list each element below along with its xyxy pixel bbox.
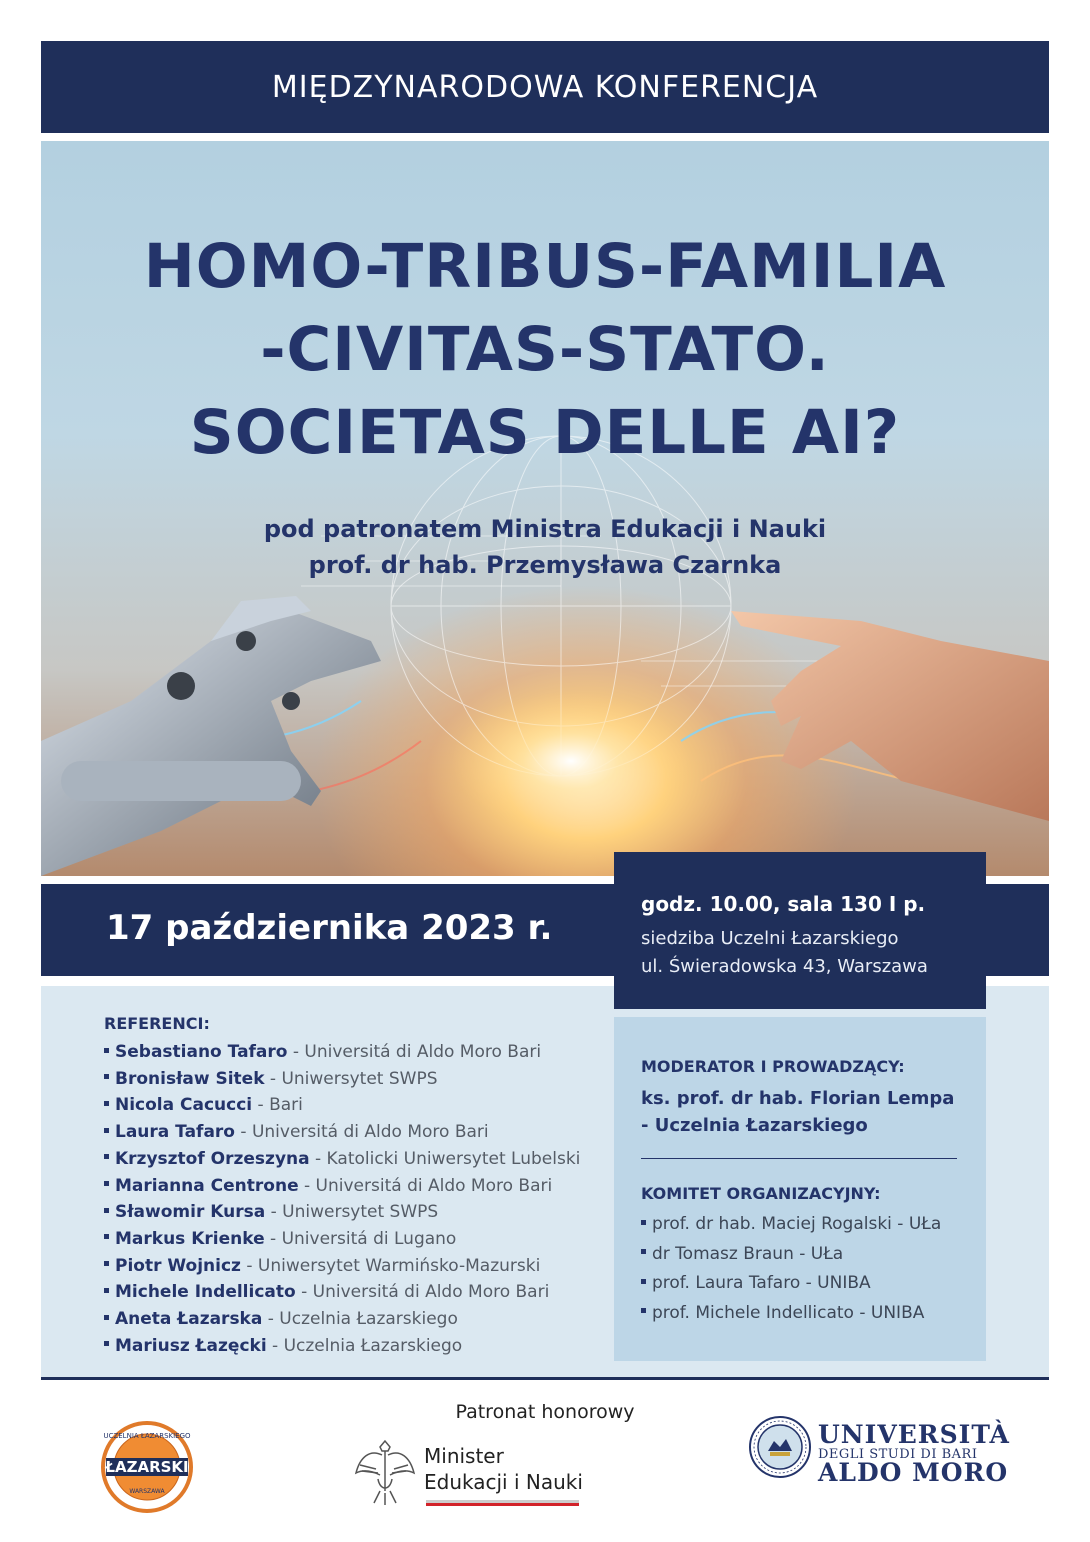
lazarski-ring-text: UCZELNIA ŁAZARSKIEGO [103,1432,191,1440]
university-seal-icon [748,1415,812,1479]
speaker-affiliation: - Uniwersytet SWPS [265,1202,439,1223]
speaker-affiliation: - Uczelnia Łazarskiego [266,1335,463,1356]
eagle-emblem-icon [352,1435,418,1507]
list-item [104,1333,580,1360]
list-item [641,1269,941,1299]
list-item [104,1253,580,1280]
bullet-icon [104,1261,109,1266]
minister-flag-stripe [426,1500,579,1506]
speaker-name: Marianna Centrone [115,1175,299,1196]
committee-heading: KOMITET ORGANIZACYJNY: [641,1184,881,1203]
event-time: godz. 10.00, sala 130 I p. [641,892,926,916]
speaker-name: Aneta Łazarska [115,1309,263,1330]
list-item [104,1279,580,1306]
speaker-affiliation: - Universitá di Aldo Moro Bari [287,1042,542,1062]
bullet-icon [641,1308,646,1313]
robot-hand [41,596,381,876]
bottom-divider [41,1377,1049,1380]
speaker-name: Laura Tafaro [115,1122,235,1143]
speaker-affiliation: - Uniwersytet SWPS [264,1068,438,1089]
human-hand [731,611,1049,821]
list-item [104,1146,580,1173]
moderator-line-2: - Uczelnia Łazarskiego [641,1115,868,1136]
list-item [104,1306,580,1333]
patronage-line-1: pod patronatem Ministra Edukacji i Nauki [263,515,827,543]
list-item [104,1119,580,1146]
speaker-name: Mariusz Łazęcki [115,1335,267,1356]
honorary-patronage-label: Patronat honorowy [455,1401,635,1423]
minister-line-2: Edukacji i Nauki [424,1470,583,1494]
speakers-heading: REFERENCI: [104,1014,210,1033]
speakers-list [104,1039,580,1359]
bullet-icon [104,1048,109,1053]
venue-line-1: siedziba Uczelni Łazarskiego [641,928,899,949]
list-item [641,1240,941,1270]
lazarski-logo [100,1420,194,1514]
patronage-line-2: prof. dr hab. Przemysława Czarnka [308,551,782,579]
bullet-icon [641,1279,646,1284]
speaker-affiliation: - Bari [252,1095,303,1116]
sun-glow [451,691,691,831]
list-item [104,1039,580,1066]
moderator-line-1: ks. prof. dr hab. Florian Lempa [641,1088,955,1109]
speaker-affiliation: - Uczelnia Łazarskiego [262,1309,458,1330]
speaker-affiliation: - Universitá di Aldo Moro Bari [235,1122,489,1143]
bullet-icon [104,1181,109,1186]
venue-line-2: ul. Świeradowska 43, Warszawa [641,956,928,977]
committee-member: prof. Laura Tafaro - UNIBA [652,1273,871,1293]
bullet-icon [104,1315,109,1320]
list-item [104,1199,580,1226]
speaker-name: Michele Indellicato [115,1282,296,1303]
list-item [104,1092,580,1119]
title-line-1: HOMO-TRIBUS-FAMILIA [143,231,947,302]
committee-list [641,1210,941,1328]
university-line-2: DEGLI STUDI DI BARI [818,1447,978,1462]
speaker-name: Krzysztof Orzeszyna [115,1148,310,1169]
list-item [104,1173,580,1200]
committee-member: dr Tomasz Braun - UŁa [652,1243,844,1264]
minister-text [424,1443,583,1495]
list-item [104,1066,580,1093]
speaker-affiliation: - Katolicki Uniwersytet Lubelski [309,1148,581,1169]
conference-type-bar [41,41,1049,133]
lazarski-city-text: WARSZAWA [129,1488,165,1495]
organizers-box [614,1017,986,1361]
moderator-name [641,1085,954,1139]
bullet-icon [104,1234,109,1239]
patronage-text [41,511,1049,583]
bullet-icon [641,1249,646,1254]
university-line-1: UNIVERSITÀ [818,1420,1010,1449]
list-item [641,1299,941,1329]
title-line-3: SOCIETAS DELLE AI? [189,397,901,468]
moderator-heading: MODERATOR I PROWADZĄCY: [641,1057,905,1076]
organizers-divider [641,1158,957,1159]
committee-member: prof. Michele Indellicato - UNIBA [652,1302,925,1323]
list-item [641,1210,941,1240]
speaker-name: Sławomir Kursa [115,1202,266,1223]
minister-line-1: Minister [424,1444,504,1468]
speaker-affiliation: - Universitá di Aldo Moro Bari [298,1175,553,1196]
bullet-icon [641,1220,646,1225]
speaker-name: Markus Krienke [115,1228,265,1249]
conference-title [41,225,1049,474]
conference-type-label: MIĘDZYNARODOWA KONFERENCJA [271,69,819,105]
title-line-2: -CIVITAS-STATO. [260,314,830,385]
event-date: 17 października 2023 r. [106,908,553,948]
committee-member: prof. dr hab. Maciej Rogalski - UŁa [652,1214,942,1234]
university-name [818,1420,1010,1487]
lazarski-main-text: ŁAZARSKI [105,1458,189,1476]
venue-address [641,925,928,981]
speaker-affiliation: - Uniwersytet Warmińsko-Mazurski [240,1255,541,1276]
speaker-name: Piotr Wojnicz [115,1255,241,1276]
speaker-name: Nicola Cacucci [115,1095,253,1116]
bullet-icon [104,1128,109,1133]
bullet-icon [104,1208,109,1213]
list-item [104,1226,580,1253]
university-line-3: ALDO MORO [818,1458,1009,1487]
bullet-icon [104,1154,109,1159]
speaker-name: Bronisław Sitek [115,1068,265,1089]
bullet-icon [104,1101,109,1106]
speaker-name: Sebastiano Tafaro [115,1042,288,1062]
speaker-affiliation: - Universitá di Lugano [264,1228,457,1249]
speaker-affiliation: - Universitá di Aldo Moro Bari [295,1282,550,1303]
hero-image [41,141,1049,876]
bullet-icon [104,1341,109,1346]
bullet-icon [104,1288,109,1293]
venue-box [614,852,986,1009]
bullet-icon [104,1074,109,1079]
